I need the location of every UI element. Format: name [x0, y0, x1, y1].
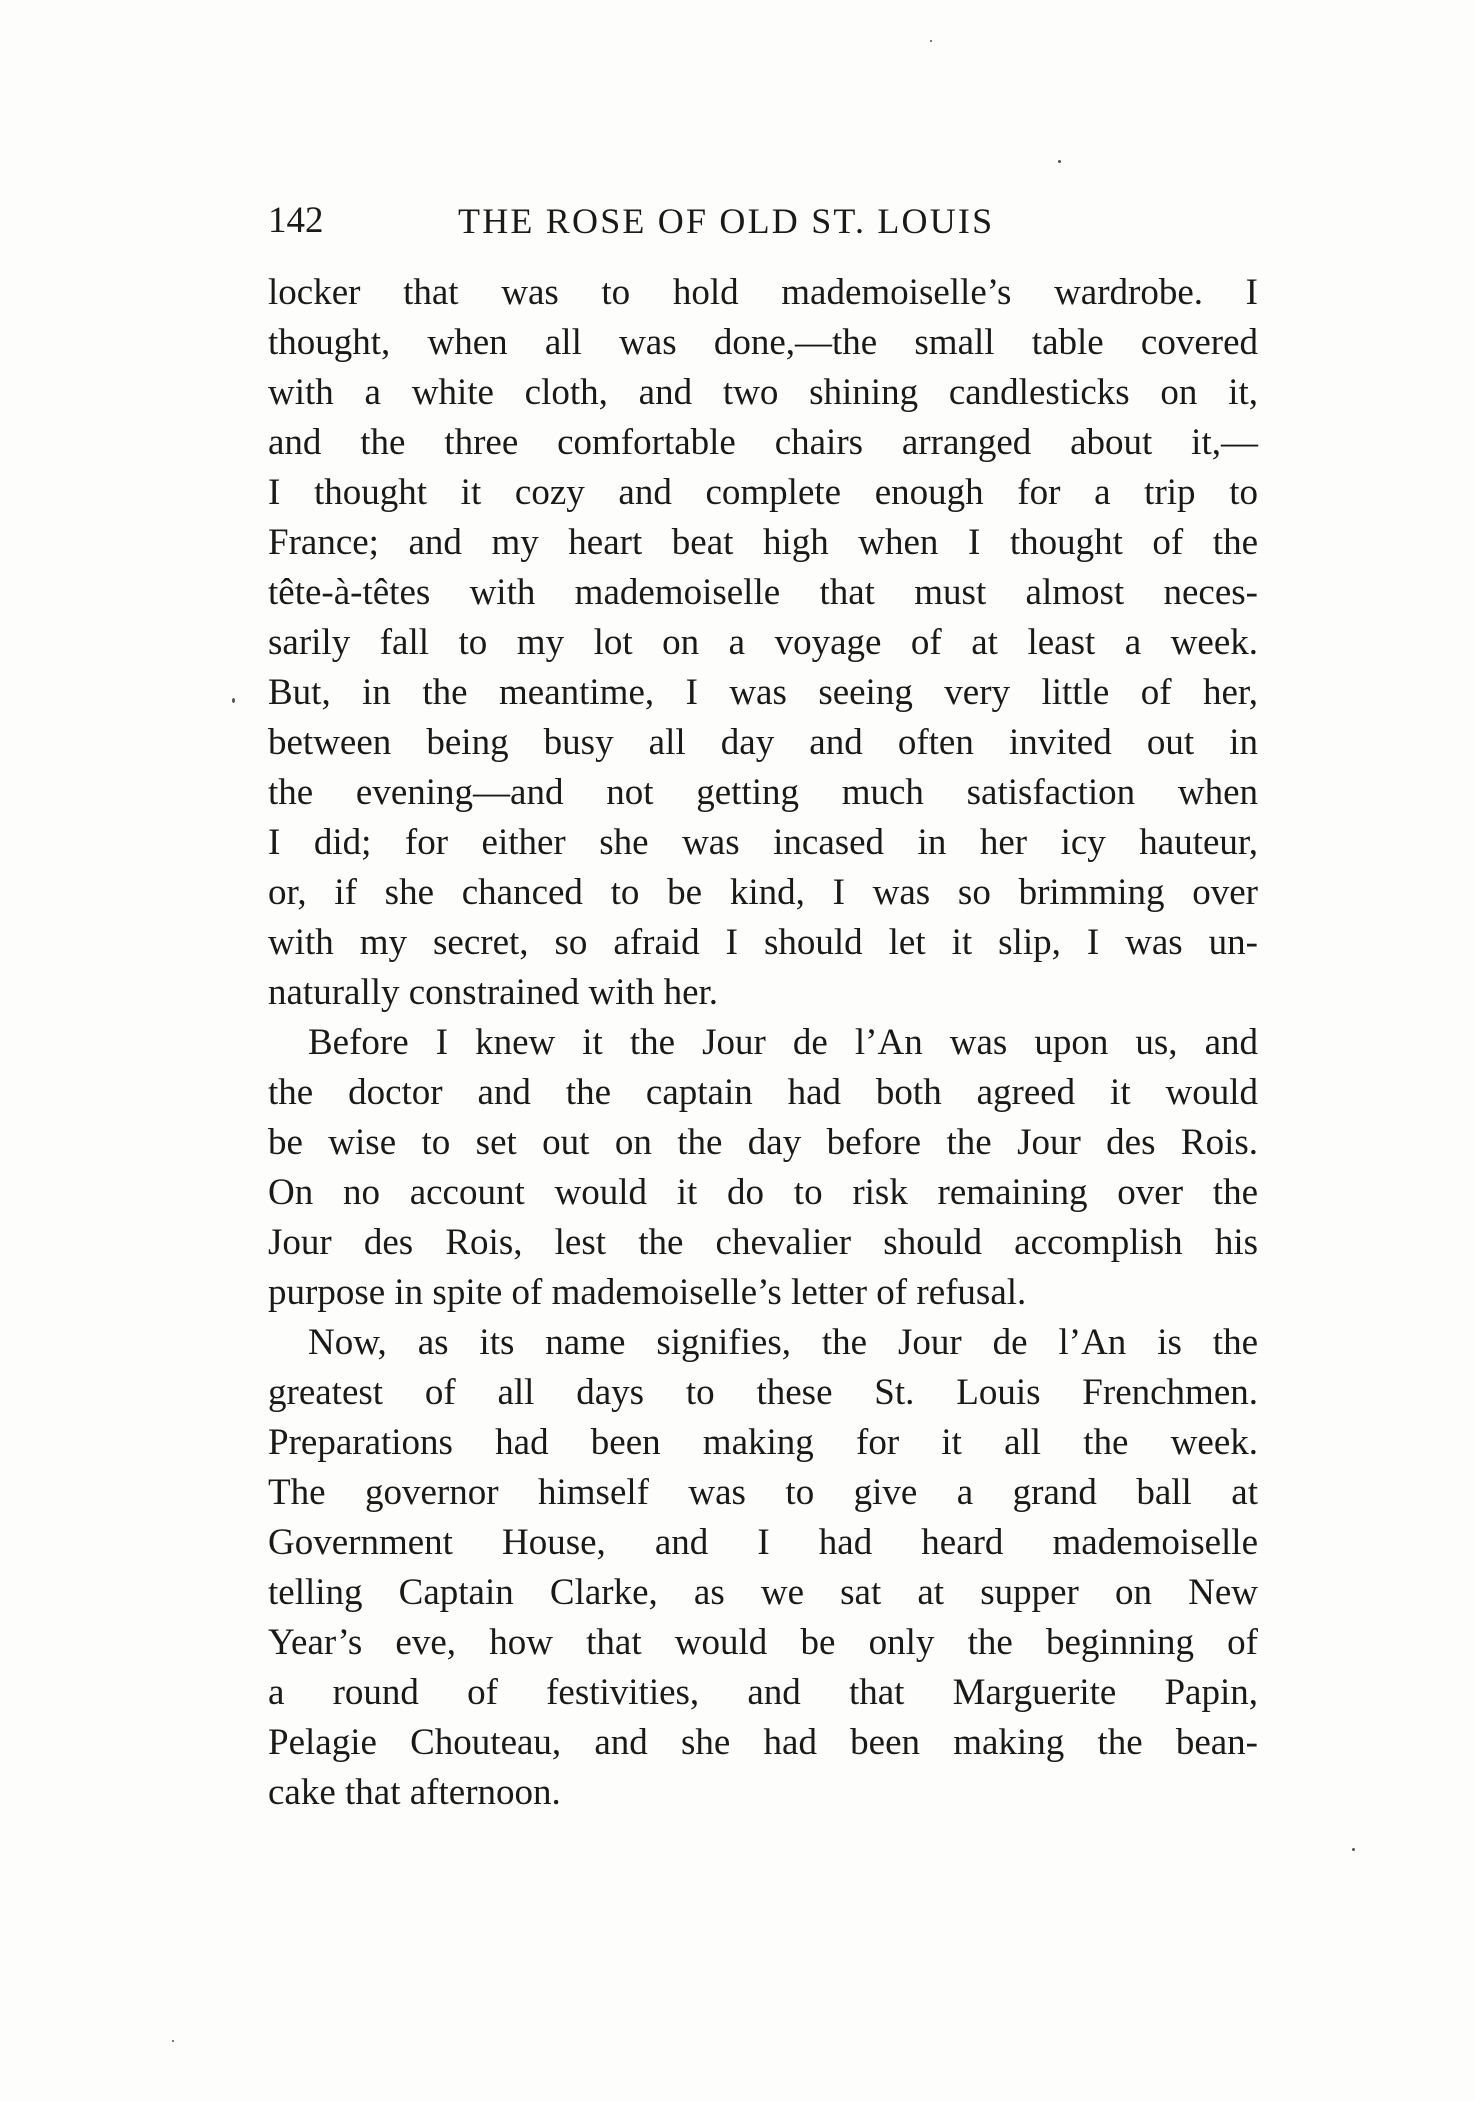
text-line: Now, as its name signifies, the Jour de l’An is the [308, 1322, 1258, 1363]
text-line: Government House, and I had heard mademoiselle [268, 1522, 1258, 1563]
text-line: the evening—and not getting much satisfaction when [268, 772, 1258, 813]
running-title: THE ROSE OF OLD ST. LOUIS [458, 201, 995, 241]
paragraph-3 [268, 1318, 1258, 1818]
text-line: Jour des Rois, lest the chevalier should accomplish his [268, 1222, 1258, 1263]
text-line: Preparations had been making for it all the week. [268, 1422, 1258, 1463]
text-line: tête-à-têtes with mademoiselle that must almost neces- [268, 572, 1258, 613]
text-line: But, in the meantime, I was seeing very little of her, [268, 672, 1258, 713]
scan-speck [1058, 160, 1061, 163]
text-line: The governor himself was to give a grand ball at [268, 1472, 1258, 1513]
text-line: sarily fall to my lot on a voyage of at least a week. [268, 622, 1258, 663]
text-line: the doctor and the captain had both agreed it would [268, 1072, 1258, 1113]
text-line: naturally constrained with her. [268, 972, 719, 1013]
text-line: cake that afternoon. [268, 1772, 561, 1813]
text-line: On no account would it do to risk remaining over the [268, 1172, 1258, 1213]
text-line: locker that was to hold mademoiselle’s wardrobe. I [268, 272, 1258, 313]
text-line: Year’s eve, how that would be only the beginning of [268, 1622, 1258, 1663]
text-line: between being busy all day and often invited out in [268, 722, 1258, 763]
running-head [268, 196, 1258, 246]
scan-speck [1352, 1848, 1355, 1851]
text-line: a round of festivities, and that Marguerite Papin, [268, 1672, 1258, 1713]
page-number: 142 [268, 200, 324, 241]
text-line: I did; for either she was incased in her icy hauteur, [268, 822, 1258, 863]
paragraph-1 [268, 268, 1258, 1018]
text-line: I thought it cozy and complete enough for a trip to [268, 472, 1258, 513]
scan-speck [930, 40, 932, 42]
text-line: Before I knew it the Jour de l’An was upon us, and [308, 1022, 1258, 1063]
scan-speck [172, 2040, 174, 2042]
body-text [268, 268, 1258, 1818]
text-line: thought, when all was done,—the small table covered [268, 322, 1258, 363]
text-line: France; and my heart beat high when I thought of the [268, 522, 1258, 563]
text-line: and the three comfortable chairs arranged about it,— [268, 422, 1258, 463]
text-line: purpose in spite of mademoiselle’s letter of refusal. [268, 1272, 1027, 1313]
scan-speck [232, 698, 235, 703]
text-line: Pelagie Chouteau, and she had been making the bean- [268, 1722, 1258, 1763]
text-line: be wise to set out on the day before the Jour des Rois. [268, 1122, 1258, 1163]
text-line: with a white cloth, and two shining candlesticks on it, [268, 372, 1258, 413]
text-line: telling Captain Clarke, as we sat at supper on New [268, 1572, 1258, 1613]
paragraph-2 [268, 1018, 1258, 1318]
text-line: with my secret, so afraid I should let it slip, I was un- [268, 922, 1258, 963]
text-line: greatest of all days to these St. Louis Frenchmen. [268, 1372, 1258, 1413]
text-line: or, if she chanced to be kind, I was so brimming over [268, 872, 1258, 913]
